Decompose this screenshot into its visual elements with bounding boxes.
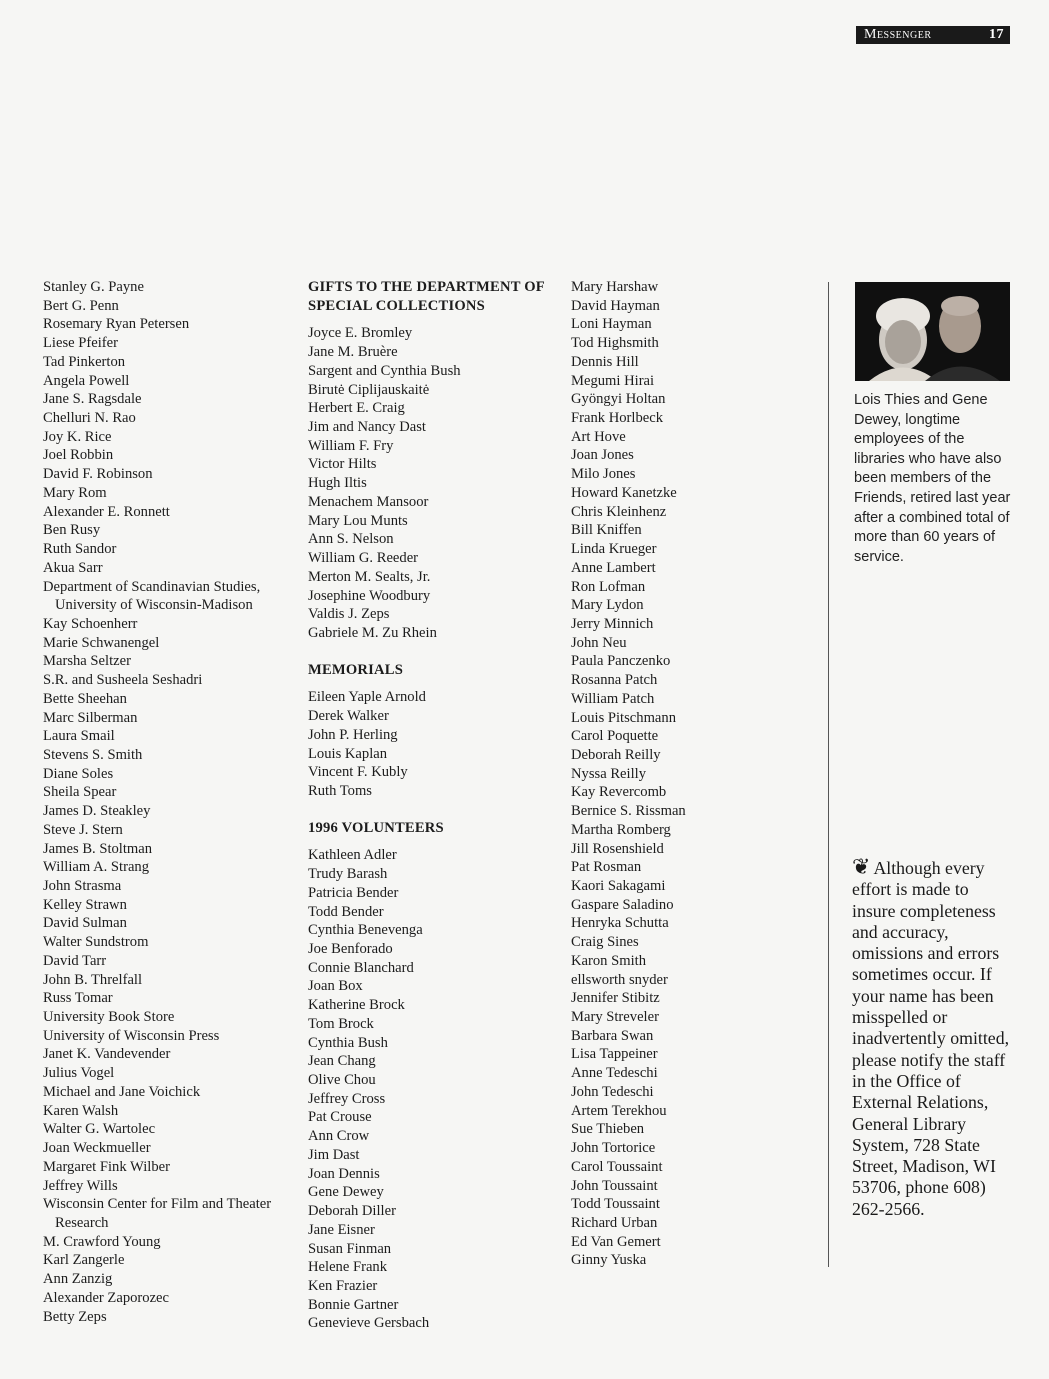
volunteer-name: Rosanna Patch	[571, 672, 658, 689]
volunteer-name: Art Hove	[571, 428, 626, 445]
donor-name: David F. Robinson	[43, 466, 153, 483]
volunteer-name: John Neu	[571, 634, 627, 651]
donor-list-column-2	[308, 278, 558, 1333]
volunteer-name: Joan Box	[308, 978, 363, 995]
donor-name: Kelley Strawn	[43, 896, 127, 913]
volunteer-name: Jean Chang	[308, 1053, 376, 1070]
gift-donor-name: Josephine Woodbury	[308, 587, 431, 604]
volunteer-name: Tod Highsmith	[571, 335, 659, 352]
volunteer-name: Tom Brock	[308, 1015, 374, 1032]
gift-donor-name: Merton M. Sealts, Jr.	[308, 568, 431, 585]
memorial-name: Ruth Toms	[308, 782, 372, 799]
donor-name: S.R. and Susheela Seshadri	[43, 672, 203, 689]
column-divider	[828, 282, 829, 1267]
volunteer-name: Nyssa Reilly	[571, 765, 646, 782]
donor-list-column-3	[571, 278, 811, 1270]
corrections-note	[852, 854, 1014, 1220]
volunteer-name: Bonnie Gartner	[308, 1296, 399, 1313]
volunteer-name: Todd Toussaint	[571, 1196, 660, 1213]
donor-name: James B. Stoltman	[43, 840, 153, 857]
volunteer-name: Mary Streveler	[571, 1009, 659, 1026]
donor-name: Tad Pinkerton	[43, 353, 126, 370]
volunteer-name: Sue Thieben	[571, 1121, 645, 1138]
volunteer-name: Carol Poquette	[571, 728, 659, 745]
volunteer-name: Ken Frazier	[308, 1277, 378, 1294]
donor-name: Stevens S. Smith	[43, 746, 143, 763]
donor-name: Rosemary Ryan Petersen	[43, 316, 190, 333]
gift-donor-name: Sargent and Cynthia Bush	[308, 362, 461, 379]
donor-name: Marsha Seltzer	[43, 653, 131, 670]
volunteer-name: Henryka Schutta	[571, 915, 669, 932]
donor-name: Marie Schwanengel	[43, 634, 160, 651]
donor-name: Julius Vogel	[43, 1065, 115, 1082]
volunteer-name: Megumi Hirai	[571, 372, 655, 389]
memorial-name: Louis Kaplan	[308, 745, 388, 762]
volunteer-name: Ron Lofman	[571, 578, 646, 595]
gift-donor-name: Jane M. Bruère	[308, 344, 398, 361]
donor-name: Wisconsin Center for Film and Theater Research	[43, 1196, 272, 1231]
donor-name: Jeffrey Wills	[43, 1177, 118, 1194]
donor-name: James D. Steakley	[43, 803, 151, 820]
volunteer-name: Richard Urban	[571, 1214, 658, 1231]
gift-donor-name: Valdis J. Zeps	[308, 606, 390, 623]
volunteer-name: Deborah Diller	[308, 1203, 396, 1220]
volunteer-name: Louis Pitschmann	[571, 709, 676, 726]
donor-name: Janet K. Vandevender	[43, 1046, 171, 1063]
volunteer-name: Lisa Tappeiner	[571, 1046, 658, 1063]
volunteer-name: John Toussaint	[571, 1177, 658, 1194]
volunteer-name: Gyöngyi Holtan	[571, 391, 666, 408]
donor-name: University of Wisconsin Press	[43, 1027, 220, 1044]
memorials-list	[308, 688, 558, 800]
donor-name: Department of Scandinavian Studies, University of Wisconsin-Madison	[43, 578, 261, 614]
leaf-ornament-icon: ❦	[852, 854, 871, 879]
donor-name: Ruth Sandor	[43, 541, 117, 558]
volunteer-name: Jeffrey Cross	[308, 1090, 386, 1107]
volunteer-name: Helene Frank	[308, 1259, 388, 1276]
volunteer-name: Gaspare Saladino	[571, 896, 674, 913]
volunteer-name: Joan Dennis	[308, 1165, 380, 1182]
volunteer-name: Gene Dewey	[308, 1184, 384, 1201]
donor-name: John B. Threlfall	[43, 971, 143, 988]
donor-name: Mary Rom	[43, 484, 107, 501]
donor-name: Karen Walsh	[43, 1102, 119, 1119]
volunteer-name: Kay Revercomb	[571, 784, 667, 801]
volunteer-name: Jennifer Stibitz	[571, 990, 660, 1007]
donor-name: Margaret Fink Wilber	[43, 1158, 170, 1175]
volunteer-name: John Tedeschi	[571, 1083, 654, 1100]
volunteer-name: Paula Panczenko	[571, 653, 671, 670]
volunteer-name: Kaori Sakagami	[571, 878, 666, 894]
retirees-photo	[855, 282, 1010, 381]
gift-donor-name: William G. Reeder	[308, 550, 419, 567]
page-number: 17	[989, 27, 1004, 42]
memorial-name: John P. Herling	[308, 726, 398, 743]
volunteer-name: Chris Kleinhenz	[571, 503, 667, 520]
memorial-name: Vincent F. Kubly	[308, 764, 408, 781]
donor-name: Walter G. Wartolec	[43, 1121, 156, 1138]
volunteer-name: Katherine Brock	[308, 997, 405, 1014]
volunteer-name: Craig Sines	[571, 934, 639, 951]
gift-donor-name: Joyce E. Bromley	[308, 325, 413, 342]
donor-name: Joan Weckmueller	[43, 1140, 151, 1157]
donor-name: Chelluri N. Rao	[43, 410, 136, 427]
donor-name: Karl Zangerle	[43, 1252, 125, 1269]
volunteer-name: Karon Smith	[571, 952, 646, 969]
volunteer-name: Patricia Bender	[308, 884, 399, 901]
volunteers-list	[308, 846, 558, 1333]
volunteer-name: Joe Benforado	[308, 941, 393, 957]
gift-donor-name: Gabriele M. Zu Rhein	[308, 624, 437, 641]
gift-donor-name: Mary Lou Munts	[308, 512, 408, 529]
volunteer-name: Cynthia Benevenga	[308, 922, 423, 939]
volunteer-name: Loni Hayman	[571, 316, 652, 333]
donor-name: Bert G. Penn	[43, 297, 119, 314]
donor-name: Laura Smail	[43, 728, 115, 745]
volunteer-name: Carol Toussaint	[571, 1158, 663, 1175]
gift-donor-name: Hugh Iltis	[308, 475, 367, 492]
volunteer-name: Pat Rosman	[571, 859, 642, 876]
memorials-heading: MEMORIALS	[308, 661, 404, 678]
volunteer-name: Connie Blanchard	[308, 959, 414, 976]
volunteer-name: Trudy Barash	[308, 866, 388, 883]
donor-name: Russ Tomar	[43, 990, 113, 1007]
running-header	[856, 26, 1010, 44]
volunteer-name: Jim Dast	[308, 1146, 360, 1163]
gift-donor-name: Victor Hilts	[308, 456, 377, 473]
gifts-heading: GIFTS TO THE DEPARTMENT OF SPECIAL COLLECTIONS	[308, 279, 545, 314]
volunteer-name: Todd Bender	[308, 903, 384, 920]
donor-name: Ben Rusy	[43, 522, 101, 539]
memorial-name: Derek Walker	[308, 708, 389, 725]
donor-name: Kay Schoenherr	[43, 615, 138, 632]
volunteer-name: Mary Harshaw	[571, 279, 659, 295]
volunteer-name: Milo Jones	[571, 466, 636, 483]
volunteer-name: Ginny Yuska	[571, 1252, 647, 1269]
volunteer-name: Barbara Swan	[571, 1027, 654, 1044]
donor-list-column-1	[43, 278, 293, 1326]
volunteer-name: John Tortorice	[571, 1140, 656, 1157]
donor-name: John Strasma	[43, 878, 122, 894]
volunteer-name: Jill Rosenshield	[571, 840, 664, 857]
donor-name: Angela Powell	[43, 372, 130, 389]
donor-name: Ann Zanzig	[43, 1271, 113, 1288]
gift-donor-name: William F. Fry	[308, 437, 394, 454]
volunteer-name: Deborah Reilly	[571, 746, 661, 763]
donor-name: Walter Sundstrom	[43, 934, 149, 951]
gift-donor-name: Ann S. Nelson	[308, 531, 394, 548]
publication-title: Messenger	[864, 27, 932, 42]
gift-donor-name: Birutė Ciplijauskaitė	[308, 381, 430, 398]
donor-name: University Book Store	[43, 1009, 175, 1026]
gift-donor-name: Herbert E. Craig	[308, 400, 405, 417]
donor-name: Diane Soles	[43, 765, 114, 782]
volunteer-name: Kathleen Adler	[308, 847, 397, 864]
volunteer-name: Ann Crow	[308, 1128, 370, 1145]
donor-name: Alexander Zaporozec	[43, 1289, 169, 1306]
volunteer-name: Artem Terekhou	[571, 1102, 667, 1119]
donor-name: Liese Pfeifer	[43, 335, 118, 352]
photo-caption: Lois Thies and Gene Dewey, longtime employees of the libraries who have also been members of the Friends, retired last year after a combined total of more than 60 years of service.	[854, 392, 1011, 565]
volunteer-name: Pat Crouse	[308, 1109, 372, 1126]
memorial-name: Eileen Yaple Arnold	[308, 689, 426, 706]
donor-name: Betty Zeps	[43, 1308, 107, 1325]
donor-name: William A. Strang	[43, 859, 150, 876]
donor-name: M. Crawford Young	[43, 1233, 161, 1250]
volunteer-name: Martha Romberg	[571, 821, 671, 838]
donor-name: Michael and Jane Voichick	[43, 1083, 201, 1100]
donor-name: Stanley G. Payne	[43, 279, 144, 295]
volunteers-heading: 1996 VOLUNTEERS	[308, 819, 444, 836]
volunteer-name: William Patch	[571, 690, 655, 707]
volunteer-name: Susan Finman	[308, 1240, 392, 1257]
volunteer-name: Joan Jones	[571, 447, 634, 464]
volunteer-name: David Hayman	[571, 297, 660, 314]
donor-name: Alexander E. Ronnett	[43, 503, 170, 520]
volunteer-name: Linda Krueger	[571, 541, 657, 558]
volunteer-name: Anne Lambert	[571, 559, 656, 576]
donor-name: Steve J. Stern	[43, 821, 123, 838]
volunteer-name: Cynthia Bush	[308, 1034, 388, 1051]
donor-name: David Tarr	[43, 952, 107, 969]
gift-donor-name: Menachem Mansoor	[308, 493, 429, 510]
volunteer-name: ellsworth snyder	[571, 971, 668, 988]
volunteer-name: Olive Chou	[308, 1072, 376, 1089]
gifts-list	[308, 324, 558, 642]
volunteer-name: Frank Horlbeck	[571, 410, 663, 427]
donor-name: Bette Sheehan	[43, 690, 127, 707]
gift-donor-name: Jim and Nancy Dast	[308, 419, 426, 436]
volunteer-name: Jane Eisner	[308, 1221, 375, 1238]
volunteer-name: Dennis Hill	[571, 353, 639, 370]
donor-name: Akua Sarr	[43, 559, 103, 576]
volunteer-name: Anne Tedeschi	[571, 1065, 658, 1082]
donor-name: Jane S. Ragsdale	[43, 391, 142, 408]
donor-name: Sheila Spear	[43, 784, 117, 801]
donor-name: Marc Silberman	[43, 709, 138, 726]
volunteer-name: Ed Van Gemert	[571, 1233, 661, 1250]
volunteer-name: Bernice S. Rissman	[571, 803, 686, 820]
donor-name: Joel Robbin	[43, 447, 114, 464]
volunteer-name: Mary Lydon	[571, 597, 644, 614]
volunteer-name: Bill Kniffen	[571, 522, 642, 539]
donor-name: Joy K. Rice	[43, 428, 112, 445]
donor-name: David Sulman	[43, 915, 127, 932]
corrections-note-text: Although every effort is made to insure completeness and accuracy, omissions and errors sometimes occur. If your name has been misspelled or inadvertently omitted, please notify the staff in the Office of External Relations, General Library System, 728 State Street, Madison, WI 53706, phone 608) 262-2566.	[852, 858, 1010, 1219]
volunteer-name: Jerry Minnich	[571, 615, 654, 632]
volunteer-name: Genevieve Gersbach	[308, 1315, 430, 1332]
volunteer-name: Howard Kanetzke	[571, 484, 677, 501]
